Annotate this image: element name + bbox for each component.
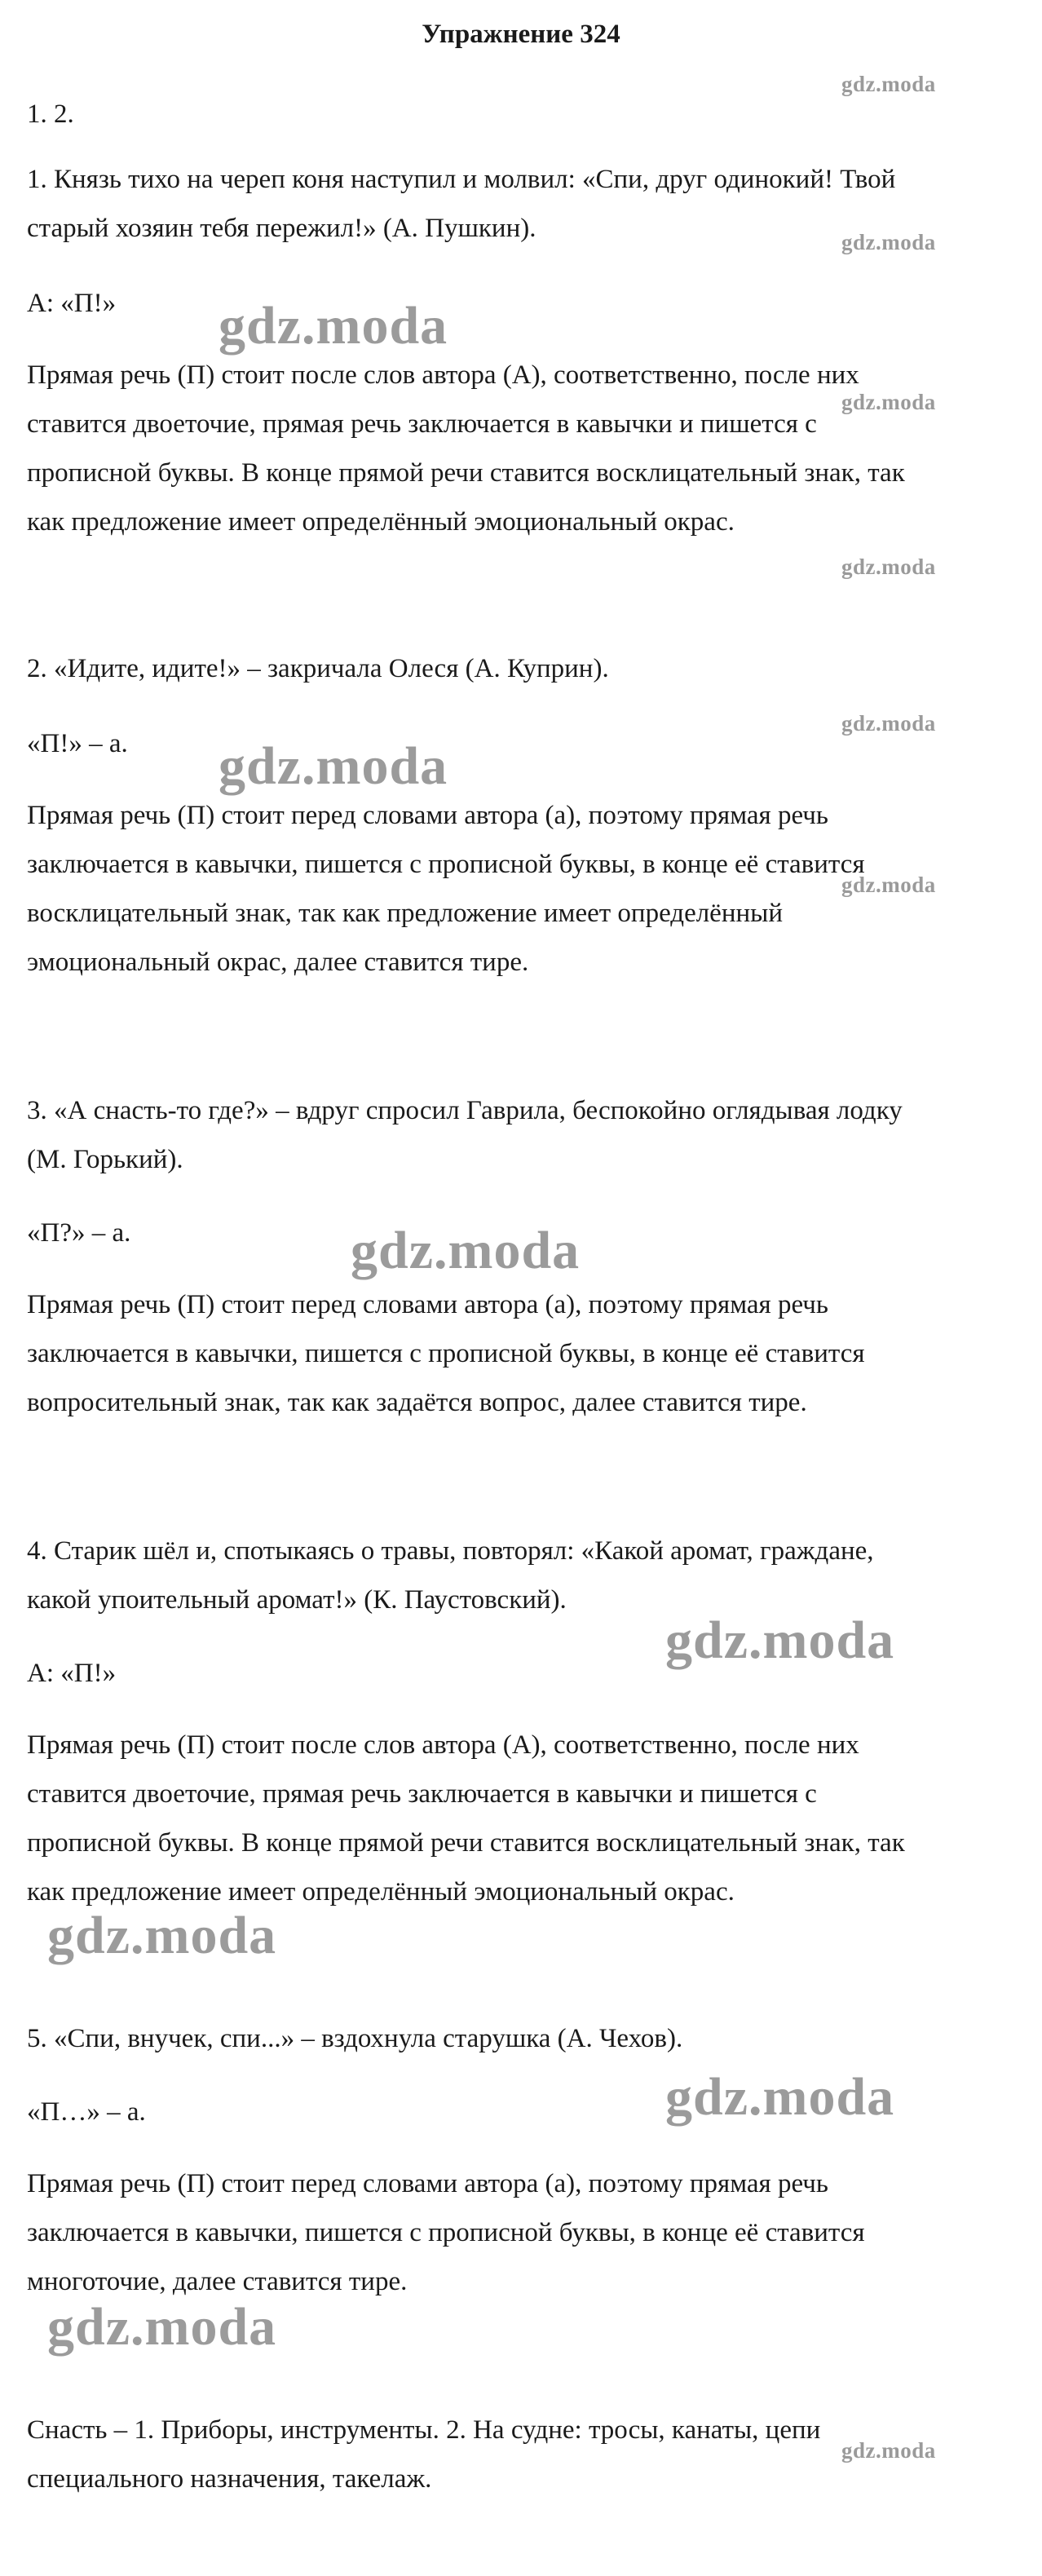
explanation-4-line-4: как предложение имеет определённый эмоциональный окрас. (27, 1877, 735, 1907)
definition-line-1: Снасть – 1. Приборы, инструменты. 2. На судне: тросы, канаты, цепи (27, 2415, 821, 2445)
watermark-logo: gdz.moda (841, 390, 936, 414)
definition-line-2: специального назначения, такелаж. (27, 2464, 432, 2494)
explanation-2-line-4: эмоциональный окрас, далее ставится тире. (27, 948, 529, 977)
watermark-logo: gdz.moda (841, 711, 936, 736)
explanation-1-line-1: Прямая речь (П) стоит после слов автора (А), соответственно, после них (27, 360, 859, 390)
watermark-logo: gdz.moda (219, 296, 448, 356)
watermark-logo: gdz.moda (665, 2067, 895, 2127)
explanation-1-line-2: ставится двоеточие, прямая речь заключается в кавычки и пишется с (27, 409, 817, 439)
explanation-2-line-1: Прямая речь (П) стоит перед словами автора (а), поэтому прямая речь (27, 801, 828, 830)
sentence-1-line-1: 1. Князь тихо на череп коня наступил и молвил: «Спи, друг одинокий! Твой (27, 165, 896, 194)
page-title: Упражнение 324 (422, 20, 620, 49)
explanation-5-line-2: заключается в кавычки, пишется с прописной буквы, в конце её ставится (27, 2218, 865, 2247)
scheme-3: «П?» – а. (27, 1218, 131, 1248)
sentence-1-line-2: старый хозяин тебя пережил!» (А. Пушкин). (27, 214, 536, 243)
explanation-2-line-3: восклицательный знак, так как предложение имеет определённый (27, 899, 783, 928)
watermark-logo: gdz.moda (841, 230, 936, 254)
watermark-logo: gdz.moda (841, 72, 936, 96)
explanation-1-line-4: как предложение имеет определённый эмоциональный окрас. (27, 507, 735, 537)
answer-numbers: 1. 2. (27, 99, 74, 129)
watermark-logo: gdz.moda (47, 1906, 277, 1965)
sentence-3-line-2: (М. Горький). (27, 1145, 183, 1174)
watermark-logo: gdz.moda (351, 1221, 581, 1280)
explanation-5-line-3: многоточие, далее ставится тире. (27, 2267, 408, 2296)
watermark-logo: gdz.moda (47, 2297, 277, 2357)
scheme-5: «П…» – а. (27, 2097, 146, 2127)
explanation-3-line-2: заключается в кавычки, пишется с прописной буквы, в конце её ставится (27, 1339, 865, 1368)
explanation-5-line-1: Прямая речь (П) стоит перед словами автора (а), поэтому прямая речь (27, 2169, 828, 2198)
explanation-3-line-3: вопросительный знак, так как задаётся вопрос, далее ставится тире. (27, 1388, 807, 1417)
explanation-2-line-2: заключается в кавычки, пишется с прописной буквы, в конце её ставится (27, 850, 865, 879)
scheme-2: «П!» – а. (27, 729, 128, 758)
explanation-3-line-1: Прямая речь (П) стоит перед словами автора (а), поэтому прямая речь (27, 1290, 828, 1319)
sentence-4-line-1: 4. Старик шёл и, спотыкаясь о травы, повторял: «Какой аромат, граждане, (27, 1536, 874, 1566)
explanation-1-line-3: прописной буквы. В конце прямой речи ставится восклицательный знак, так (27, 458, 905, 488)
watermark-logo: gdz.moda (841, 873, 936, 897)
explanation-4-line-1: Прямая речь (П) стоит после слов автора (А), соответственно, после них (27, 1730, 859, 1760)
sentence-2-line-1: 2. «Идите, идите!» – закричала Олеся (А. Куприн). (27, 654, 609, 683)
scheme-4: А: «П!» (27, 1659, 117, 1688)
sentence-5-line-1: 5. «Спи, внучек, спи...» – вздохнула старушка (А. Чехов). (27, 2024, 683, 2053)
watermark-logo: gdz.moda (841, 555, 936, 579)
explanation-4-line-3: прописной буквы. В конце прямой речи ставится восклицательный знак, так (27, 1828, 905, 1858)
sentence-4-line-2: какой упоительный аромат!» (К. Паустовский). (27, 1585, 567, 1615)
sentence-3-line-1: 3. «А снасть-то где?» – вдруг спросил Гаврила, беспокойно оглядывая лодку (27, 1096, 903, 1125)
scheme-1: А: «П!» (27, 289, 117, 318)
watermark-logo: gdz.moda (665, 1611, 895, 1670)
watermark-logo: gdz.moda (219, 736, 448, 796)
explanation-4-line-2: ставится двоеточие, прямая речь заключается в кавычки и пишется с (27, 1779, 817, 1809)
watermark-logo: gdz.moda (841, 2438, 936, 2463)
